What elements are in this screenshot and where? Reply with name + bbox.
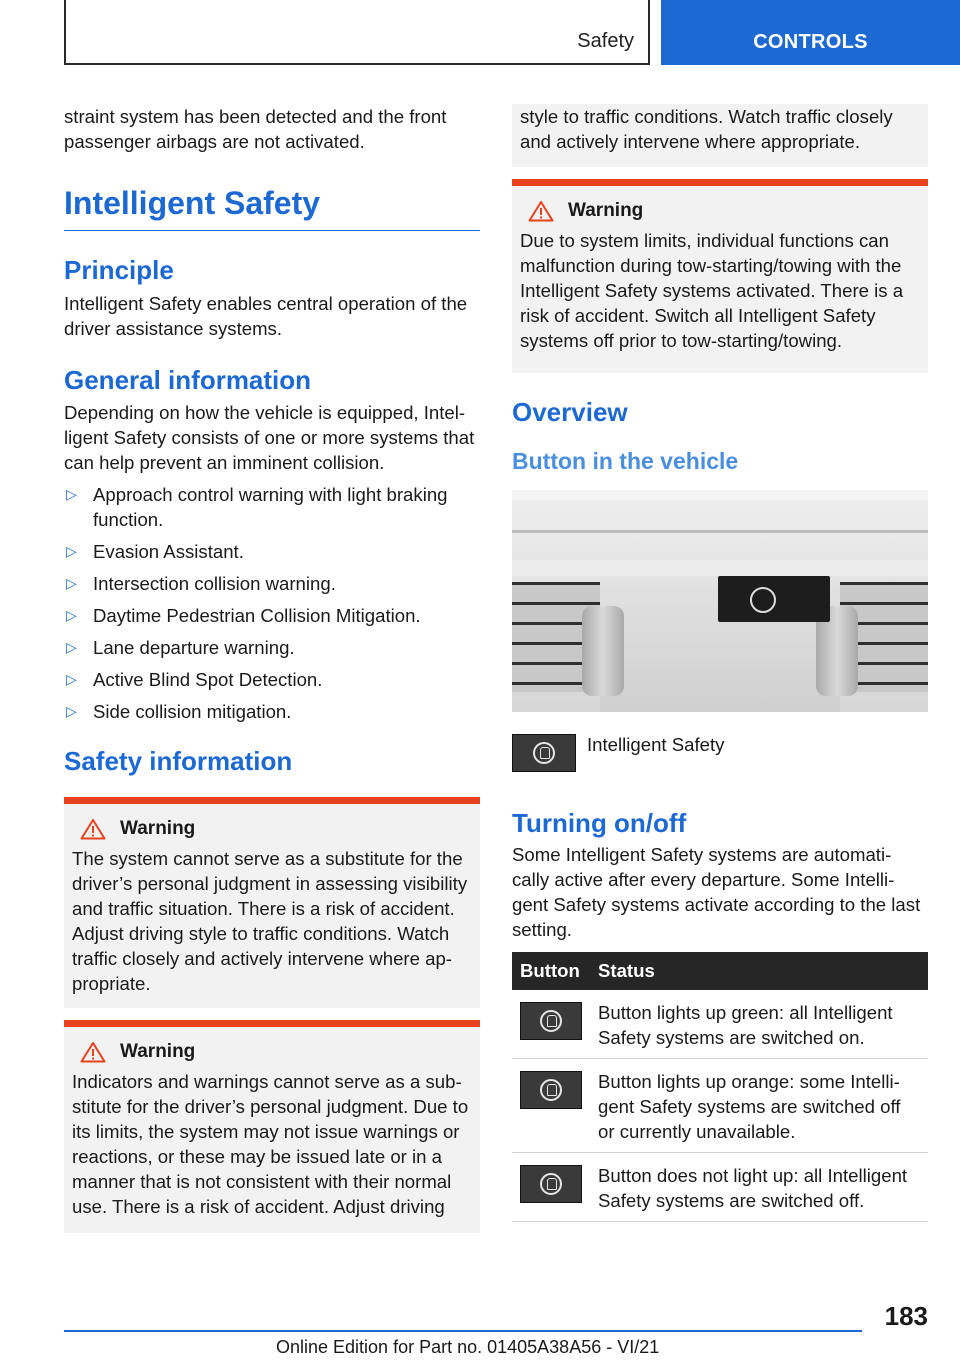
- table-header-row: [512, 952, 928, 990]
- icon-caption-row: [512, 734, 928, 794]
- right-column: [512, 104, 928, 1222]
- triangle-bullet-icon: ▷: [66, 639, 77, 655]
- page-title: Intelligent Safety: [64, 185, 480, 231]
- vehicle-button-photo: [512, 490, 928, 712]
- triangle-bullet-icon: ▷: [66, 543, 77, 559]
- intelligent-safety-icon: [533, 742, 555, 764]
- header-box: [64, 0, 650, 65]
- warning-box: [64, 1020, 480, 1233]
- intelligent-safety-icon: [540, 1010, 562, 1032]
- icon-caption: Intelligent Safety: [587, 734, 725, 755]
- intelligent-safety-button-icon: [520, 1002, 582, 1040]
- list-item: ▷ Active Blind Spot Detection.: [66, 669, 323, 690]
- warning-box: [512, 179, 928, 373]
- warning-title: Warning: [120, 818, 196, 839]
- triangle-bullet-icon: ▷: [66, 607, 77, 623]
- triangle-bullet-icon: ▷: [66, 671, 77, 687]
- list-item: ▷ Evasion Assistant.: [66, 541, 244, 562]
- feature-list: [64, 482, 480, 724]
- intro-text: straint system has been detected and the front passenger airbags are not activated.: [64, 106, 447, 152]
- warning-header: [72, 1041, 472, 1063]
- safety-heading: Safety information: [64, 746, 293, 776]
- intelligent-safety-button: [718, 576, 830, 622]
- list-item: ▷ Approach control warning with light braking function.: [66, 484, 448, 530]
- button-heading: Button in the vehicle: [512, 448, 739, 474]
- overview-heading: Overview: [512, 397, 628, 427]
- general-text: Depending on how the vehicle is equipped, Intel-ligent Safety consists of one or more systems that can help prevent an imminent collision.: [64, 402, 475, 473]
- table-row: [512, 1153, 928, 1222]
- list-item: ▷ Intersection collision warning.: [66, 573, 336, 594]
- warning-header: [520, 200, 920, 222]
- footer-edition: Online Edition for Part no. 01405A38A56 - VI/21: [276, 1337, 660, 1357]
- principle-text: Intelligent Safety enables central operation of the driver assistance systems.: [64, 293, 468, 339]
- intelligent-safety-button-icon: [520, 1071, 582, 1109]
- status-text: Button lights up orange: some Intelli-gent Safety systems are switched off or currently unavailable.: [590, 1059, 928, 1153]
- vent-knob-left: [582, 606, 624, 696]
- warning-box: [64, 797, 480, 1008]
- general-heading: General information: [64, 365, 312, 395]
- column-header-status: Status: [590, 952, 928, 990]
- page-number: 183: [884, 1301, 928, 1331]
- intelligent-safety-icon: [540, 1173, 562, 1195]
- warning-text: Indicators and warnings cannot serve as a sub-stitute for the driver’s personal judgment. Due to its limits, the system may not issue warnings or reactions, or these may be issued late or in a manner that is not consistent with their normal use. There is a risk of accident. Adjust driving: [72, 1071, 469, 1217]
- list-item: ▷ Daytime Pedestrian Collision Mitigation.: [66, 605, 421, 626]
- turning-heading: Turning on/off: [512, 808, 687, 838]
- principle-heading: Principle: [64, 255, 174, 285]
- list-item: ▷ Lane departure warning.: [66, 637, 295, 658]
- status-table: [512, 952, 928, 1222]
- header-section-label: Safety: [577, 30, 634, 52]
- list-item: ▷ Side collision mitigation.: [66, 701, 292, 722]
- warning-title: Warning: [120, 1041, 196, 1062]
- intelligent-safety-icon: [540, 1079, 562, 1101]
- triangle-bullet-icon: ▷: [66, 575, 77, 591]
- warning-triangle-icon: [80, 818, 106, 840]
- turning-text: Some Intelligent Safety systems are automati-cally active after every departure. Some Intelli-gent Safety systems activate according to the last setting.: [512, 844, 921, 940]
- left-column: [64, 104, 480, 1233]
- warning-continued-box: [512, 104, 928, 167]
- warning-header: [72, 818, 472, 840]
- warning-title: Warning: [568, 200, 644, 221]
- warning-text: The system cannot serve as a substitute for the driver’s personal judgment in assessing visibility and traffic situation. There is a risk of accident. Adjust driving style to traffic conditions. Watch traffic closely and actively intervene where ap-propriate.: [72, 848, 468, 994]
- warning-triangle-icon: [528, 200, 554, 222]
- column-header-button: Button: [512, 952, 590, 990]
- footer-rule: [64, 1330, 862, 1332]
- warning-continued-text: style to traffic conditions. Watch traffic closely and actively intervene where appropriate.: [520, 106, 893, 152]
- intelligent-safety-icon: [750, 587, 776, 613]
- triangle-bullet-icon: ▷: [66, 486, 77, 502]
- table-row: [512, 1059, 928, 1153]
- header-tab-controls[interactable]: [661, 0, 960, 65]
- warning-text: Due to system limits, individual functions can malfunction during tow-starting/towing with the Intelligent Safety systems activated. There is a risk of accident. Switch all Intelligent Safety systems off prior to tow-starting/towing.: [520, 230, 904, 351]
- status-text: Button lights up green: all Intelligent Safety systems are switched on.: [590, 990, 928, 1059]
- intelligent-safety-button-icon: [520, 1165, 582, 1203]
- warning-triangle-icon: [80, 1041, 106, 1063]
- status-text: Button does not light up: all Intelligent Safety systems are switched off.: [590, 1153, 928, 1222]
- intelligent-safety-button-icon: [512, 734, 576, 772]
- triangle-bullet-icon: ▷: [66, 703, 77, 719]
- table-row: [512, 990, 928, 1059]
- header-tab-label: CONTROLS: [753, 31, 868, 53]
